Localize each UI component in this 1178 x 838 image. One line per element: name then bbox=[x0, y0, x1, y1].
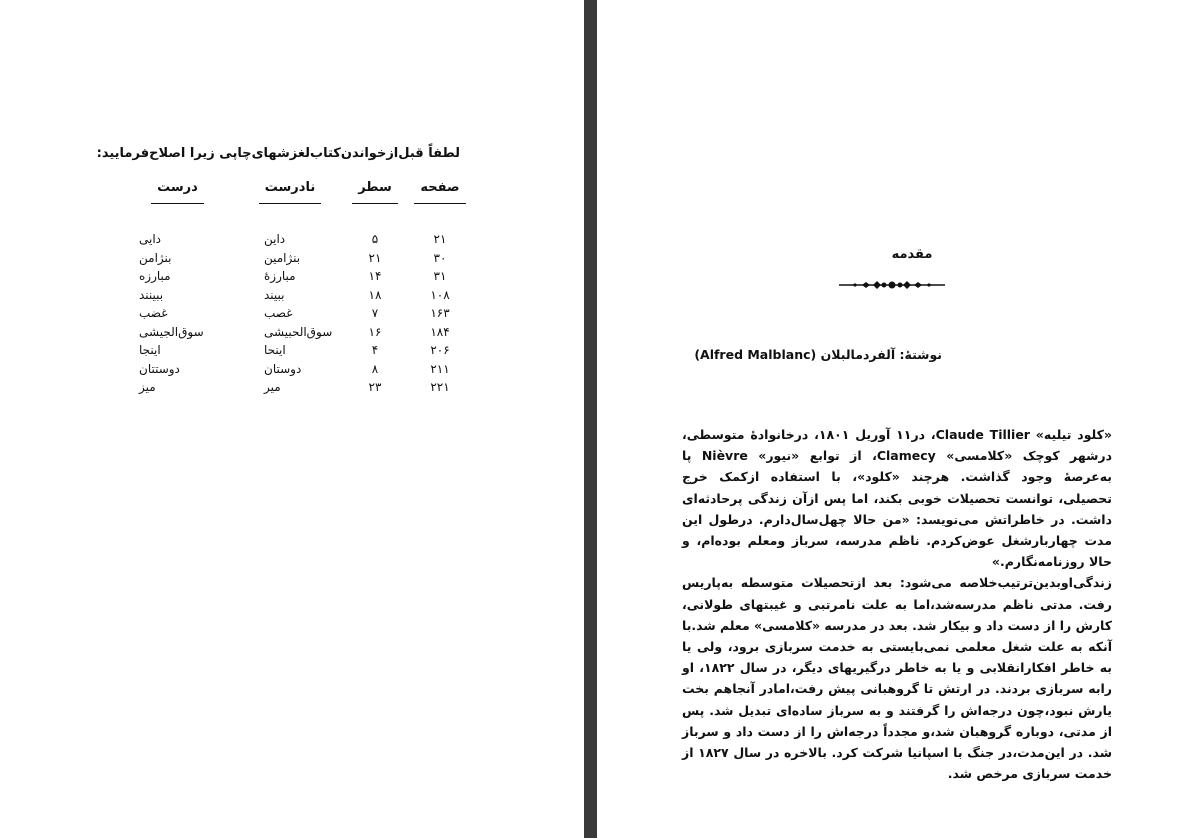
errata-row bbox=[115, 360, 470, 379]
header-line: سطر bbox=[352, 180, 398, 204]
errata-header-row bbox=[115, 180, 470, 210]
errata-title: لطفاً قبل‌ازخواندن‌کتاب‌لغزشهای‌چاپی زیرا اصلاح‌فرمایید: bbox=[96, 146, 460, 161]
header-incorrect: نادرست bbox=[259, 180, 321, 204]
errata-line: ۲۱ bbox=[368, 250, 382, 265]
errata-line: ۵ bbox=[371, 232, 379, 246]
errata-table bbox=[115, 180, 470, 397]
errata-correct: اینجا bbox=[139, 343, 161, 357]
errata-correct: دوستتان bbox=[139, 361, 180, 376]
header-correct: درست bbox=[151, 180, 204, 204]
errata-incorrect: میر bbox=[264, 380, 281, 394]
errata-page: ۲۱۱ bbox=[430, 361, 450, 376]
errata-page: ۲۰۶ bbox=[430, 343, 450, 357]
errata-line: ۷ bbox=[371, 306, 379, 320]
intro-heading: مقدمه bbox=[891, 247, 933, 262]
errata-page: ۳۱ bbox=[433, 269, 447, 283]
intro-paragraph-1: «کلود تیلیه» Claude Tillier، در۱۱ آوریل ۱۸۰۱، درخانوادهٔ متوسطی، درشهر کوچک «کلامسی» Clamecy، از توابع «نیور» Nièvre پا به‌عرصهٔ وجود گذاشت. هرچند «کلود»، با استفاده ازکمک خرج تحصیلی، توانست تحصیلات خوبی بکند، اما پس ازآن زندگی پرحادثه‌ای داشت. در خاطراتش می‌نویسد: «من حالا چهل‌سال‌دارم. درطول این مدت چهاربارشغل عوض‌کردم. ناظم مدرسه، سرباز ومعلم بوده‌ام، و حالا روزنامه‌نگارم.» bbox=[682, 427, 1112, 570]
errata-correct: مبارزه bbox=[139, 269, 171, 283]
errata-correct: غضب bbox=[139, 306, 168, 320]
errata-correct: سوق‌الجیشی bbox=[139, 324, 204, 339]
errata-row bbox=[115, 378, 470, 397]
errata-line: ۱۴ bbox=[368, 269, 382, 283]
errata-correct: دایی bbox=[139, 232, 162, 246]
intro-body bbox=[682, 424, 1112, 784]
errata-line: ۲۳ bbox=[368, 380, 382, 394]
errata-incorrect: مبارزهٔ bbox=[264, 269, 296, 283]
errata-page: ۱۶۳ bbox=[430, 306, 450, 320]
errata-line: ۱۸ bbox=[368, 287, 382, 302]
errata-incorrect: ببیند bbox=[264, 287, 285, 302]
errata-page: ۳۰ bbox=[433, 250, 447, 265]
errata-row bbox=[115, 267, 470, 286]
errata-incorrect: غصب bbox=[264, 306, 293, 320]
errata-incorrect: داین bbox=[264, 232, 286, 246]
errata-incorrect: دوستان bbox=[264, 361, 302, 376]
errata-page: ۲۲۱ bbox=[430, 380, 450, 394]
right-page bbox=[597, 0, 1178, 838]
errata-row bbox=[115, 304, 470, 323]
errata-row bbox=[115, 249, 470, 268]
errata-page: ۱۸۴ bbox=[430, 324, 450, 339]
header-page: صفحه bbox=[414, 180, 465, 204]
errata-row bbox=[115, 341, 470, 360]
errata-row bbox=[115, 230, 470, 249]
errata-correct: ببینند bbox=[139, 287, 164, 302]
intro-paragraph-2: زندگی‌اوبدین‌ترتیب‌خلاصه می‌شود: بعد ازتحصیلات متوسطه به‌پاریس رفت. مدتی ناظم مدرسه‌شد،اما به علت نامرتبی و غیبتهای طولانی، کارش را از دست داد و بیکار شد. بعد در مدرسه «کلامسی» معلم شد.با آنکه به علت شغل معلمی نمی‌بایستی به خدمت سربازی برود، ولی یا به خاطر افکارانقلابی و یا به خاطر درگیریهای دیگر، در سال ۱۸۲۲، او رابه سربازی بردند. در ارتش تا گروهبانی پیش رفت،امادر آنجاهم بخت یارش نبود،چون درجه‌اش را گرفتند و به سرباز ساده‌ای تبدیل شد. پس از مدتی، دوباره گروهبان شد،و مجدداً درجه‌اش را از دست داد و سرباز شد. در این‌مدت،در جنگ با اسپانیا شرکت کرد. بالاخره در سال ۱۸۲۷ از خدمت سربازی مرخص شد. bbox=[682, 575, 1113, 782]
errata-page: ۲۱ bbox=[433, 232, 447, 246]
errata-line: ۴ bbox=[371, 343, 379, 357]
errata-page: ۱۰۸ bbox=[430, 287, 450, 302]
errata-incorrect: اینحا bbox=[264, 343, 286, 357]
errata-line: ۸ bbox=[371, 361, 379, 376]
errata-correct: میز bbox=[139, 380, 156, 394]
book-spine bbox=[584, 0, 597, 838]
left-page bbox=[0, 0, 584, 838]
errata-incorrect: بنژامین bbox=[264, 250, 301, 265]
errata-incorrect: سوق‌الحبیشی bbox=[264, 324, 333, 339]
errata-row bbox=[115, 323, 470, 342]
ornament-divider bbox=[837, 277, 947, 293]
errata-line: ۱۶ bbox=[368, 324, 382, 339]
errata-correct: بنژامن bbox=[139, 250, 172, 265]
author-line: نوشتهٔ: آلفردمالبلان (Alfred Malblanc) bbox=[694, 347, 942, 362]
errata-row bbox=[115, 286, 470, 305]
